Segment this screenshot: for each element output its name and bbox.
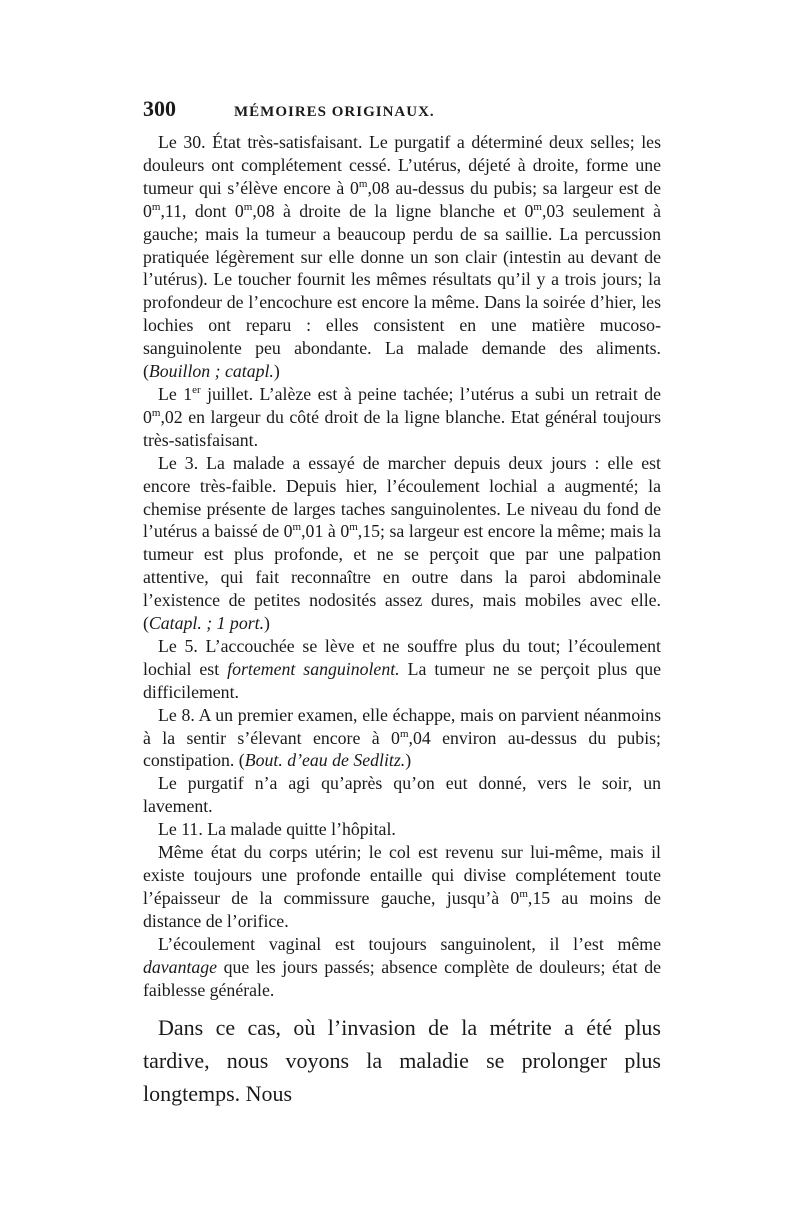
paragraph <box>143 772 661 818</box>
running-title: MÉMOIRES ORIGINAUX. <box>234 104 435 120</box>
text-segment: L’écoulement vaginal est toujours sanguinolent, il l’est même <box>158 933 661 954</box>
superscript: er <box>192 384 201 397</box>
paragraph <box>143 452 661 635</box>
body-text <box>143 131 661 1110</box>
text-segment: ,15 au moins de distance de l’orifice. <box>143 887 661 931</box>
text-segment: Le 8. A un premier examen, elle échappe, mais on parvient néanmoins à la sentir s’élevant encore à 0 <box>143 704 661 748</box>
paragraph <box>143 1011 661 1110</box>
italic-text: fortement sanguinolent. <box>227 658 400 679</box>
superscript: m <box>292 521 302 534</box>
text-segment: Même état du corps utérin; le col est revenu sur lui-même, mais il existe toujours une profonde entaille qui divise complétement toute l’épaisseur de la commissure gauche, jusqu’à 0 <box>143 842 661 908</box>
superscript: m <box>243 200 253 213</box>
superscript: m <box>533 200 542 213</box>
superscript: m <box>399 727 409 740</box>
text-segment: Le 11. La malade quitte l’hôpital. <box>158 819 396 840</box>
italic-text: Bout. d’eau de Sedlitz. <box>244 750 406 771</box>
superscript: m <box>358 177 368 190</box>
text-segment: Le 5. L’accouchée se lève et ne souffre plus du tout; l’écoulement lochial est <box>143 635 661 679</box>
text-segment: ) <box>264 613 270 634</box>
superscript: m <box>519 887 528 900</box>
text-segment: ,08 à droite de la ligne blanche et 0 <box>252 200 534 221</box>
text-segment: La tumeur ne se perçoit plus que difficilement. <box>143 658 662 702</box>
text-segment: que les jours passés; absence complète de douleurs; état de faiblesse générale. <box>143 956 661 1000</box>
page-header <box>143 96 658 124</box>
text-segment: ) <box>405 750 412 771</box>
paragraph <box>143 704 661 773</box>
text-segment: Le purgatif n’a agi qu’après qu’on eut donné, vers le soir, un lavement. <box>143 773 661 817</box>
superscript: m <box>349 521 358 534</box>
text-segment: ,01 à 0 <box>301 521 350 542</box>
text-segment: ,02 en largeur du côté droit de la ligne blanche. Etat général toujours très-satisfaisant. <box>143 406 661 450</box>
paragraph <box>143 841 661 933</box>
paragraph <box>143 933 661 1002</box>
text-segment: ,11, dont 0 <box>160 200 244 221</box>
text-segment: Le 3. La malade a essayé de marcher depuis deux jours : elle est encore très-faible. Depuis hier, l’écoulement lochial a augmenté; la chemise présente de larges taches sanguinolentes. Le niveau du fond de l’utérus a baissé de 0 <box>143 452 661 542</box>
text-segment: juillet. L’alèze est à peine tachée; l’utérus a subi un retrait de 0 <box>143 383 661 427</box>
paragraph <box>143 818 661 841</box>
italic-text: davantage <box>143 956 218 977</box>
text-segment: Le 1 <box>158 383 193 404</box>
text-segment: ,03 seulement à gauche; mais la tumeur a beaucoup perdu de sa saillie. La percussion pratiquée légèrement sur elle donne un son clair (intestin au devant de l’utérus). Le toucher fournit les mêmes résultats qu’il y a trois jours; la profondeur de l’encochure est encore la même. Dans la soirée d’hier, les lochies ont reparu : elles consistent en une matière mucoso-sanguinolente peu abondante. La malade demande des aliments. ( <box>143 200 661 382</box>
paragraph <box>143 383 661 452</box>
superscript: m <box>151 406 161 419</box>
text-segment: ,08 au-dessus du pubis; sa largeur est de 0 <box>143 177 662 221</box>
text-segment: ,04 environ au-dessus du pubis; constipation. ( <box>143 727 662 771</box>
text-segment: ,15; sa largeur est encore la même; mais la tumeur est plus profonde, et ne se perçoit que par une palpation attentive, qui fait reconnaître en outre dans la paroi abdominale l’existence de petites nodosités assez dures, mais mobiles avec elle. ( <box>143 521 661 634</box>
paragraph <box>143 131 661 383</box>
paragraph <box>143 635 661 704</box>
italic-text: Bouillon ; catapl. <box>148 361 274 382</box>
text-segment: ) <box>273 361 280 382</box>
text-segment: Dans ce cas, où l’invasion de la métrite a été plus tardive, nous voyons la maladie se prolonger plus longtemps. Nous <box>143 1015 661 1107</box>
italic-text: Catapl. ; 1 port. <box>148 613 265 634</box>
superscript: m <box>151 200 161 213</box>
page-number: 300 <box>143 96 176 121</box>
text-segment: Le 30. État très-satisfaisant. Le purgatif a déterminé deux selles; les douleurs ont complétement cessé. L’utérus, déjeté à droite, forme une tumeur qui s’élève encore à 0 <box>143 132 661 198</box>
